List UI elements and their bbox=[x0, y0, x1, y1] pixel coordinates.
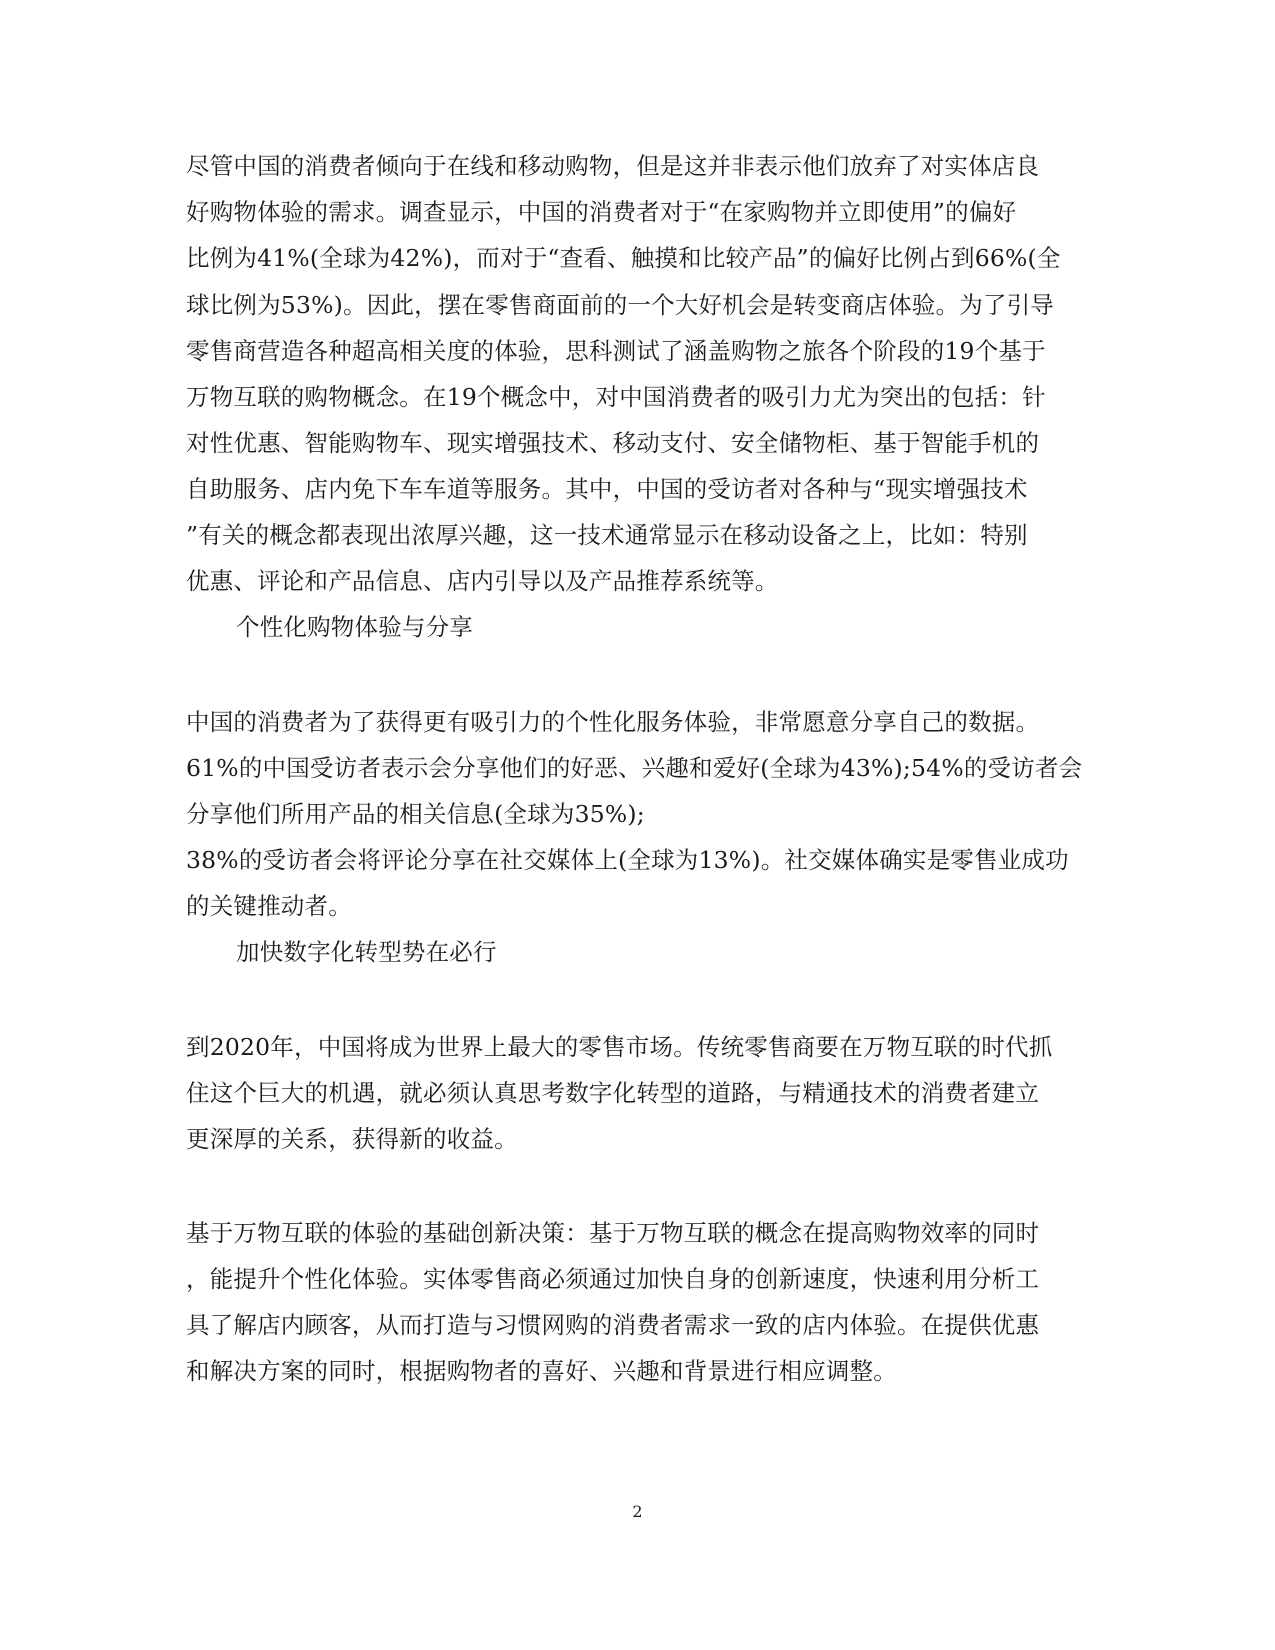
paragraph-line: ”有关的概念都表现出浓厚兴趣，这一技术通常显示在移动设备之上，比如：特别 bbox=[186, 521, 1028, 549]
paragraph-line: 比例为41%(全球为42%)，而对于“查看、触摸和比较产品”的偏好比例占到66%(全 bbox=[186, 244, 1061, 272]
page-number: 2 bbox=[632, 1502, 643, 1521]
section-heading: 加快数字化转型势在必行 bbox=[236, 938, 497, 966]
paragraph-line: 分享他们所用产品的相关信息(全球为35%); bbox=[186, 800, 645, 828]
paragraph-line: 对性优惠、智能购物车、现实增强技术、移动支付、安全储物柜、基于智能手机的 bbox=[186, 429, 1040, 457]
paragraph-line: 中国的消费者为了获得更有吸引力的个性化服务体验，非常愿意分享自己的数据。 bbox=[186, 708, 1040, 736]
section-heading: 个性化购物体验与分享 bbox=[236, 613, 473, 641]
paragraph-line: 住这个巨大的机遇，就必须认真思考数字化转型的道路，与精通技术的消费者建立 bbox=[186, 1079, 1040, 1107]
paragraph-line: ，能提升个性化体验。实体零售商必须通过加快自身的创新速度，快速利用分析工 bbox=[186, 1265, 1040, 1293]
paragraph-line: 零售商营造各种超高相关度的体验，思科测试了涵盖购物之旅各个阶段的19个基于 bbox=[186, 337, 1046, 365]
paragraph-line: 具了解店内顾客，从而打造与习惯网购的消费者需求一致的店内体验。在提供优惠 bbox=[186, 1311, 1040, 1339]
paragraph-line: 的关键推动者。 bbox=[186, 892, 352, 920]
paragraph-line: 和解决方案的同时，根据购物者的喜好、兴趣和背景进行相应调整。 bbox=[186, 1357, 897, 1385]
paragraph-line: 更深厚的关系，获得新的收益。 bbox=[186, 1125, 518, 1153]
paragraph-line: 优惠、评论和产品信息、店内引导以及产品推荐系统等。 bbox=[186, 567, 779, 595]
paragraph-line: 基于万物互联的体验的基础创新决策：基于万物互联的概念在提高购物效率的同时 bbox=[186, 1219, 1040, 1247]
paragraph-line: 自助服务、店内免下车车道等服务。其中，中国的受访者对各种与“现实增强技术 bbox=[186, 475, 1028, 503]
paragraph-line: 万物互联的购物概念。在19个概念中，对中国消费者的吸引力尤为突出的包括：针 bbox=[186, 383, 1046, 411]
paragraph-line: 61%的中国受访者表示会分享他们的好恶、兴趣和爱好(全球为43%);54%的受访者会 bbox=[186, 754, 1083, 782]
paragraph-line: 球比例为53%)。因此，摆在零售商面前的一个大好机会是转变商店体验。为了引导 bbox=[186, 291, 1054, 319]
paragraph-line: 到2020年，中国将成为世界上最大的零售市场。传统零售商要在万物互联的时代抓 bbox=[186, 1033, 1053, 1061]
paragraph-line: 好购物体验的需求。调查显示，中国的消费者对于“在家购物并立即使用”的偏好 bbox=[186, 198, 1017, 226]
paragraph-line: 38%的受访者会将评论分享在社交媒体上(全球为13%)。社交媒体确实是零售业成功 bbox=[186, 846, 1069, 874]
paragraph-line: 尽管中国的消费者倾向于在线和移动购物，但是这并非表示他们放弃了对实体店良 bbox=[186, 152, 1040, 180]
